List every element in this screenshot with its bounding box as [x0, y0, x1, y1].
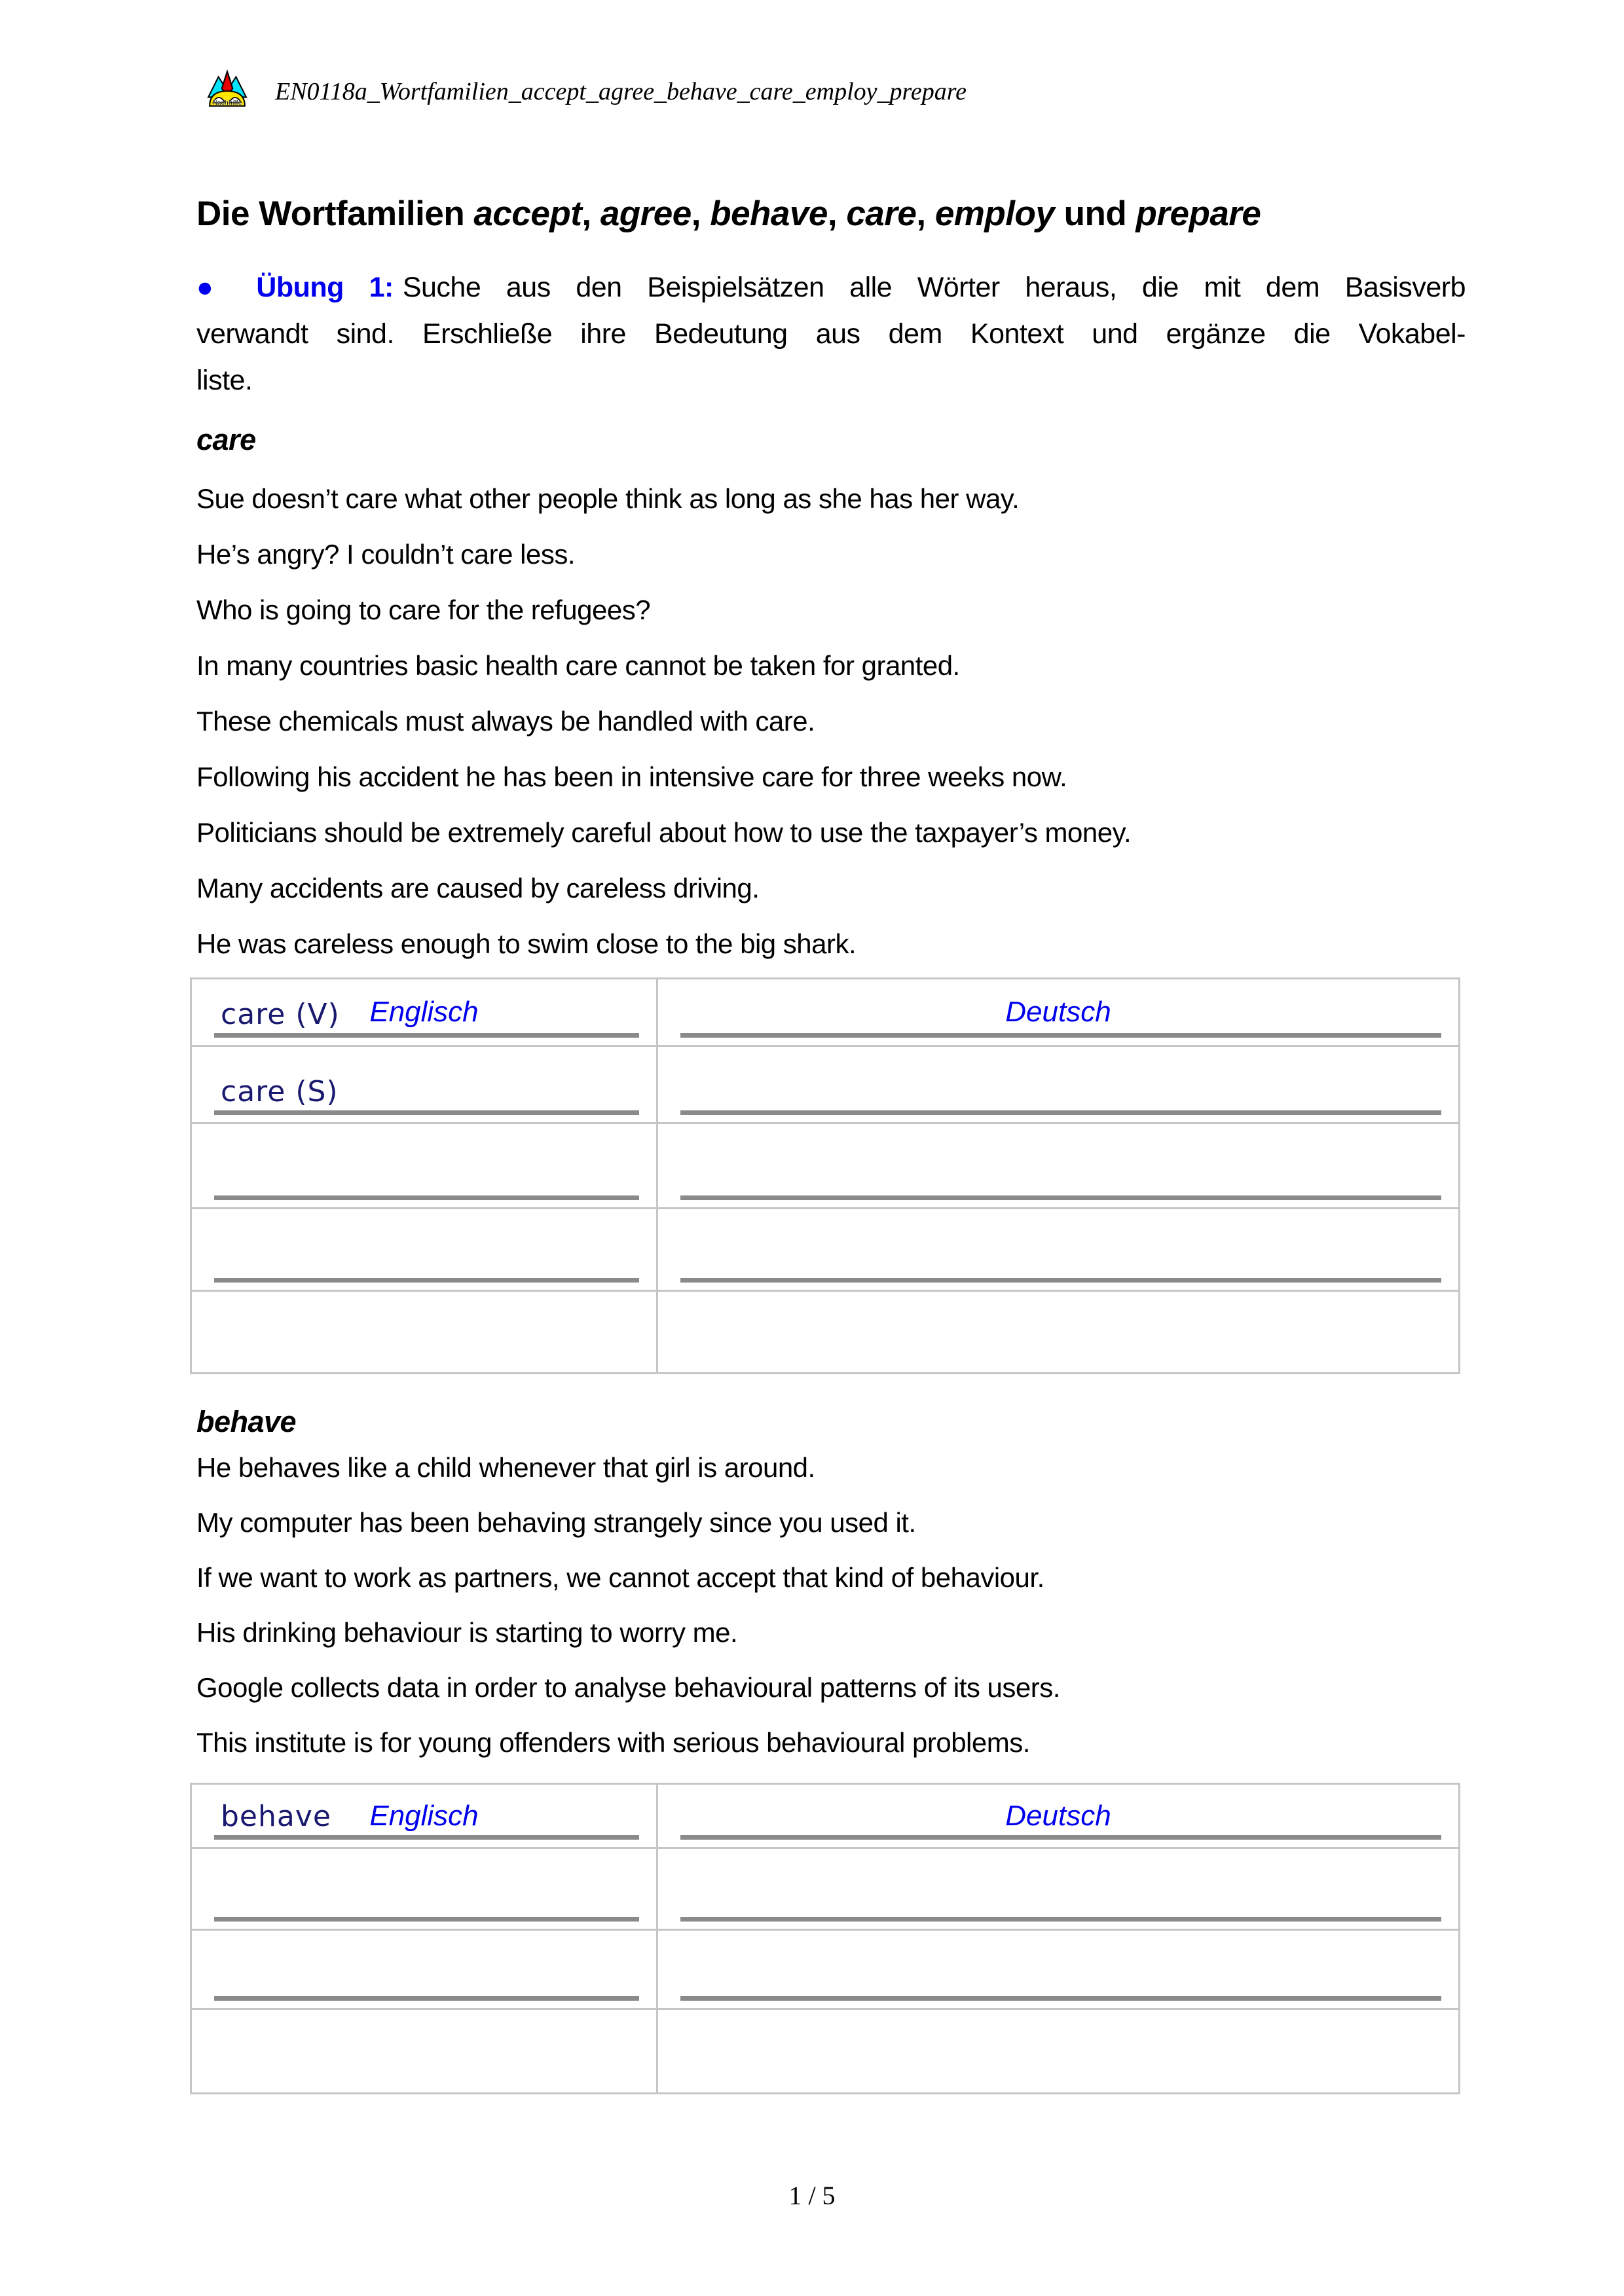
column-header-german: Deutsch — [657, 1784, 1460, 1848]
vocab-entry: care (V) — [221, 998, 340, 1031]
title-segment: , — [916, 194, 935, 233]
answer-blank-line — [680, 1110, 1441, 1115]
answer-blank-line — [680, 1195, 1441, 1200]
title-segment: , — [581, 194, 600, 233]
document-code: EN0118a_Wortfamilien_accept_agree_behave_care_employ_prepare — [275, 78, 967, 105]
column-header-english: Englisch — [191, 1784, 657, 1848]
instruction-line: liste. — [196, 365, 253, 396]
title-segment: accept — [473, 194, 582, 233]
behave-example-sentences — [196, 1440, 1480, 1770]
example-sentence: In many countries basic health care cannot be taken for granted. — [196, 650, 960, 681]
answer-blank-line — [214, 1033, 639, 1038]
section-heading-care: care — [196, 423, 256, 456]
title-segment: behave — [710, 194, 828, 233]
english-cell — [191, 1291, 657, 1374]
vocab-table-care — [190, 977, 1460, 1374]
instruction-line: Suche aus den Beispielsätzen alle Wörter heraus, die mit dem Basisverb — [402, 272, 1466, 303]
answer-blank-line — [680, 1033, 1441, 1038]
example-sentence: His drinking behaviour is starting to worry me. — [196, 1617, 738, 1648]
title-segment: agree — [600, 194, 692, 233]
vocab-entry: care (S) — [221, 1075, 339, 1108]
section-heading-behave: behave — [196, 1405, 297, 1438]
english-cell — [191, 2009, 657, 2094]
answer-blank-line — [680, 1917, 1441, 1922]
example-sentence: If we want to work as partners, we cannot accept that kind of behaviour. — [196, 1562, 1044, 1593]
exercise-instructions — [196, 264, 1466, 404]
example-sentence: Sue doesn’t care what other people think as long as she has her way. — [196, 483, 1020, 514]
title-segment: , — [827, 194, 847, 233]
answer-blank-line — [214, 1996, 639, 2001]
title-segment: Die Wortfamilien — [196, 194, 474, 233]
title-segment: prepare — [1135, 194, 1261, 233]
column-header-german: Deutsch — [657, 979, 1460, 1046]
title-segment: , — [691, 194, 710, 233]
example-sentence: Google collects data in order to analyse behavioural patterns of its users. — [196, 1672, 1060, 1703]
nachhilfe-logo-icon — [207, 69, 248, 107]
table-row — [191, 1291, 1460, 1374]
title-segment: und — [1054, 194, 1136, 233]
vocab-entry: behave — [221, 1800, 331, 1833]
example-sentence: He’s angry? I couldn’t care less. — [196, 539, 576, 570]
example-sentence: He behaves like a child whenever that girl is around. — [196, 1452, 815, 1483]
vocab-table-behave — [190, 1783, 1460, 2094]
logo-text: Nachhilfe — [212, 99, 242, 107]
column-header-english: Englisch — [191, 979, 657, 1046]
instruction-line: verwandt sind. Erschließe ihre Bedeutung aus dem Kontext und ergänze die Vokabel- — [196, 318, 1466, 350]
title-segment: employ — [934, 194, 1055, 233]
german-cell — [657, 1291, 1460, 1374]
example-sentence: These chemicals must always be handled with care. — [196, 706, 815, 737]
example-sentence: Who is going to care for the refugees? — [196, 594, 651, 625]
answer-blank-line — [214, 1195, 639, 1200]
example-sentence: Many accidents are caused by careless driving. — [196, 873, 760, 903]
answer-blank-line — [680, 1278, 1441, 1283]
page-title — [196, 194, 1493, 234]
answer-blank-line — [680, 1996, 1441, 2001]
example-sentence: Following his accident he has been in intensive care for three weeks now. — [196, 761, 1067, 792]
answer-blank-line — [214, 1835, 639, 1840]
care-example-sentences — [196, 471, 1480, 972]
title-segment: care — [846, 194, 917, 233]
example-sentence: Politicians should be extremely careful about how to use the taxpayer’s money. — [196, 817, 1132, 848]
answer-blank-line — [680, 1835, 1441, 1840]
example-sentence: My computer has been behaving strangely since you used it. — [196, 1507, 916, 1538]
exercise-label: ● Übung 1: — [196, 272, 394, 303]
german-cell — [657, 2009, 1460, 2094]
answer-blank-line — [214, 1278, 639, 1283]
answer-blank-line — [214, 1917, 639, 1922]
answer-blank-line — [214, 1110, 639, 1115]
example-sentence: He was careless enough to swim close to the big shark. — [196, 928, 857, 959]
table-row — [191, 2009, 1460, 2094]
page-number: 1 / 5 — [788, 2181, 836, 2210]
example-sentence: This institute is for young offenders with serious behavioural problems. — [196, 1727, 1030, 1758]
